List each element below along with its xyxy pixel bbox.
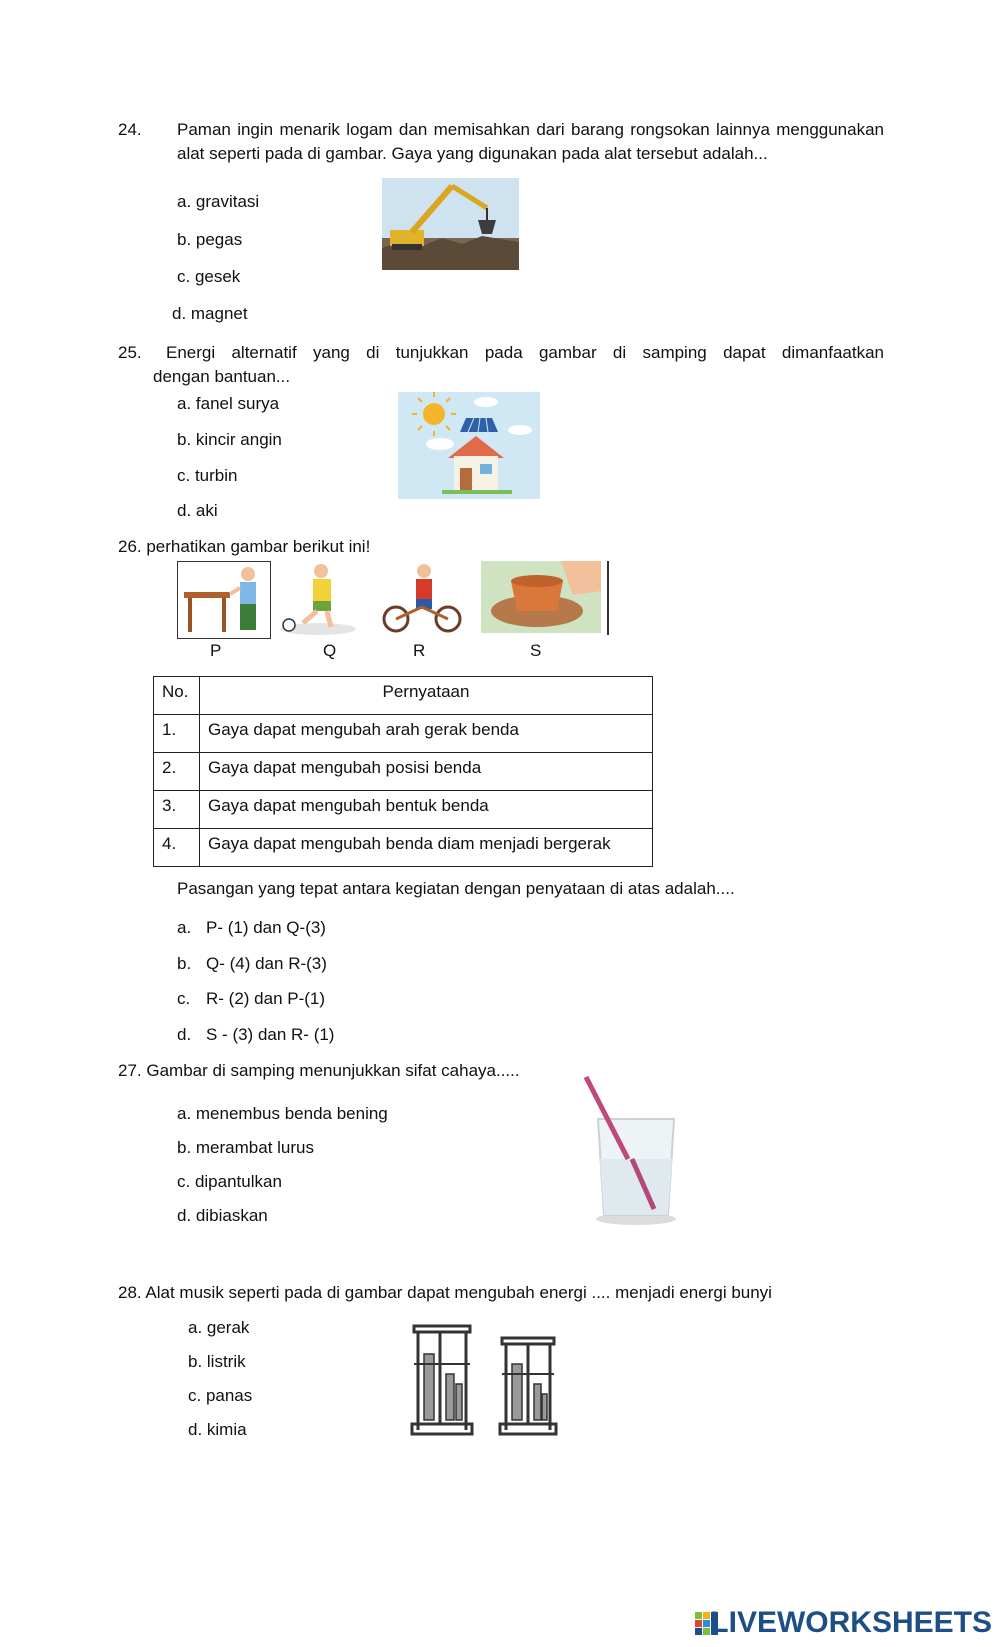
q24-number: 24. — [118, 120, 142, 139]
q26-picture-r — [380, 561, 466, 637]
q24-option-a[interactable]: a. gravitasi — [177, 192, 260, 211]
table-cell-no: 3. — [154, 791, 200, 829]
q24-option-d[interactable]: d. magnet — [172, 304, 248, 323]
q26-label-s: S — [530, 641, 542, 660]
q24-crane-image — [382, 178, 519, 270]
table-cell-no: 1. — [154, 715, 200, 753]
q26-picture-s — [481, 561, 601, 633]
q24-option-b[interactable]: b. pegas — [177, 230, 243, 249]
q28-angklung-image — [410, 1324, 560, 1439]
q27-option-b[interactable]: b. merambat lurus — [177, 1138, 314, 1157]
q25-text-line2: dengan bantuan... — [153, 367, 291, 386]
table-cell-statement: Gaya dapat mengubah benda diam menjadi bergerak — [200, 829, 653, 867]
q24-text: Paman ingin menarik logam dan memisahkan dari barang rongsokan lainnya menggunakan alat seperti pada di gambar. Gaya yang digunakan pada alat tersebut adalah... — [177, 120, 884, 163]
q26-label-q: Q — [323, 641, 337, 660]
q26-label-p: P — [210, 641, 222, 660]
table-cell-no: 4. — [154, 829, 200, 867]
q25-option-b[interactable]: b. kincir angin — [177, 430, 282, 449]
q27-glass-pencil-image — [578, 1075, 688, 1227]
q25-option-a[interactable]: a. fanel surya — [177, 394, 280, 413]
q26-picture-p — [177, 561, 271, 639]
q25-text-line1 — [166, 341, 884, 365]
q26-statement-table — [153, 676, 653, 867]
q24-option-c[interactable]: c. gesek — [177, 267, 241, 286]
option-letter: d. — [177, 1025, 192, 1044]
q26-prompt: Pasangan yang tepat antara kegiatan dengan penyataan di atas adalah.... — [177, 879, 735, 898]
q26-option-d[interactable] — [177, 1025, 335, 1045]
q27-option-d[interactable]: d. dibiaskan — [177, 1206, 268, 1225]
q28-option-a[interactable]: a. gerak — [188, 1318, 250, 1337]
q26-option-a[interactable] — [177, 918, 326, 938]
table-row — [154, 829, 653, 867]
q25-solar-house-image — [398, 392, 540, 499]
option-text: Q- (4) dan R-(3) — [206, 954, 327, 973]
q26-label-r: R — [413, 641, 426, 660]
q25-option-c[interactable]: c. turbin — [177, 466, 238, 485]
q27-option-a[interactable]: a. menembus benda bening — [177, 1104, 388, 1123]
liveworksheets-brand[interactable]: LIVEWORKSHEETS — [710, 1606, 992, 1639]
table-cell-statement: Gaya dapat mengubah posisi benda — [200, 753, 653, 791]
q26-option-b[interactable] — [177, 954, 327, 974]
table-header-row — [154, 677, 653, 715]
option-text: R- (2) dan P-(1) — [206, 989, 326, 1008]
option-text: P- (1) dan Q-(3) — [206, 918, 326, 937]
table-row — [154, 753, 653, 791]
table-header-no: No. — [154, 677, 200, 715]
q26-picture-divider — [607, 561, 609, 635]
q27-header: 27. Gambar di samping menunjukkan sifat cahaya..... — [118, 1061, 520, 1080]
table-cell-statement: Gaya dapat mengubah arah gerak benda — [200, 715, 653, 753]
option-letter: b. — [177, 954, 192, 973]
q25-number: 25. — [118, 343, 142, 362]
q25-text-line1-inner: Energi alternatif yang di tunjukkan pada gambar di samping dapat dimanfaatkan — [166, 343, 884, 362]
q27-option-c[interactable]: c. dipantulkan — [177, 1172, 282, 1191]
option-letter: a. — [177, 918, 192, 937]
q28-header: 28. Alat musik seperti pada di gambar dapat mengubah energi .... menjadi energi bunyi — [118, 1283, 772, 1302]
q26-picture-q — [277, 561, 359, 637]
q28-option-c[interactable]: c. panas — [188, 1386, 253, 1405]
table-cell-statement: Gaya dapat mengubah bentuk benda — [200, 791, 653, 829]
q26-option-c[interactable] — [177, 989, 326, 1009]
table-header-statement: Pernyataan — [200, 677, 653, 715]
q26-header: 26. perhatikan gambar berikut ini! — [118, 537, 371, 556]
table-cell-no: 2. — [154, 753, 200, 791]
q28-option-d[interactable]: d. kimia — [188, 1420, 247, 1439]
q25-option-d[interactable]: d. aki — [177, 501, 218, 520]
option-text: S - (3) dan R- (1) — [206, 1025, 335, 1044]
table-row — [154, 791, 653, 829]
option-letter: c. — [177, 989, 191, 1008]
q28-option-b[interactable]: b. listrik — [188, 1352, 246, 1371]
table-row — [154, 715, 653, 753]
